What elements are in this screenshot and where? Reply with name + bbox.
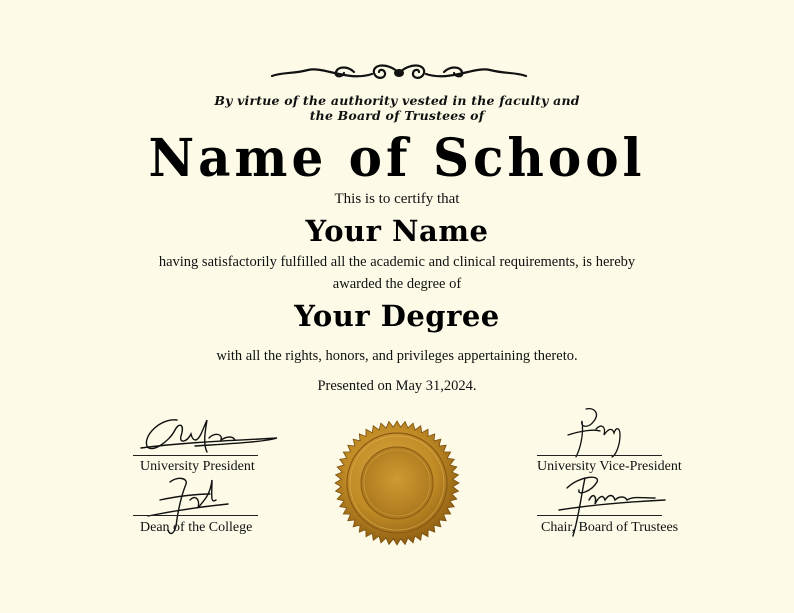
flourish-ornament-icon xyxy=(268,60,530,86)
vice-president-title: University Vice-President xyxy=(537,459,682,474)
rights-statement: with all the rights, honors, and privileges appertaining thereto. xyxy=(216,348,578,364)
dean-title: Dean of the College xyxy=(140,520,253,535)
presented-date: Presented on May 31,2024. xyxy=(317,378,477,394)
chair-title: Chair, Board of Trustees xyxy=(541,520,679,535)
requirements-statement: having satisfactorily fulfilled all the academic and clinical requirements, is hereby xyxy=(158,254,636,270)
president-title: University President xyxy=(140,459,255,474)
certify-statement: This is to certify that xyxy=(334,191,460,207)
gold-seal-icon xyxy=(334,420,460,546)
awarded-statement: awarded the degree of xyxy=(332,276,462,292)
vice-president-signature-line xyxy=(537,455,662,456)
vice-president-signature-icon xyxy=(560,405,640,461)
authority-statement: By virtue of the authority vested in the faculty and the Board of Trustees of xyxy=(214,93,580,123)
president-signature-line xyxy=(133,455,258,456)
degree-name: Your Degree xyxy=(294,299,500,333)
recipient-name: Your Name xyxy=(305,214,489,248)
school-name: Name of School xyxy=(148,126,646,189)
dean-signature-line xyxy=(133,515,258,516)
chair-signature-line xyxy=(537,515,662,516)
